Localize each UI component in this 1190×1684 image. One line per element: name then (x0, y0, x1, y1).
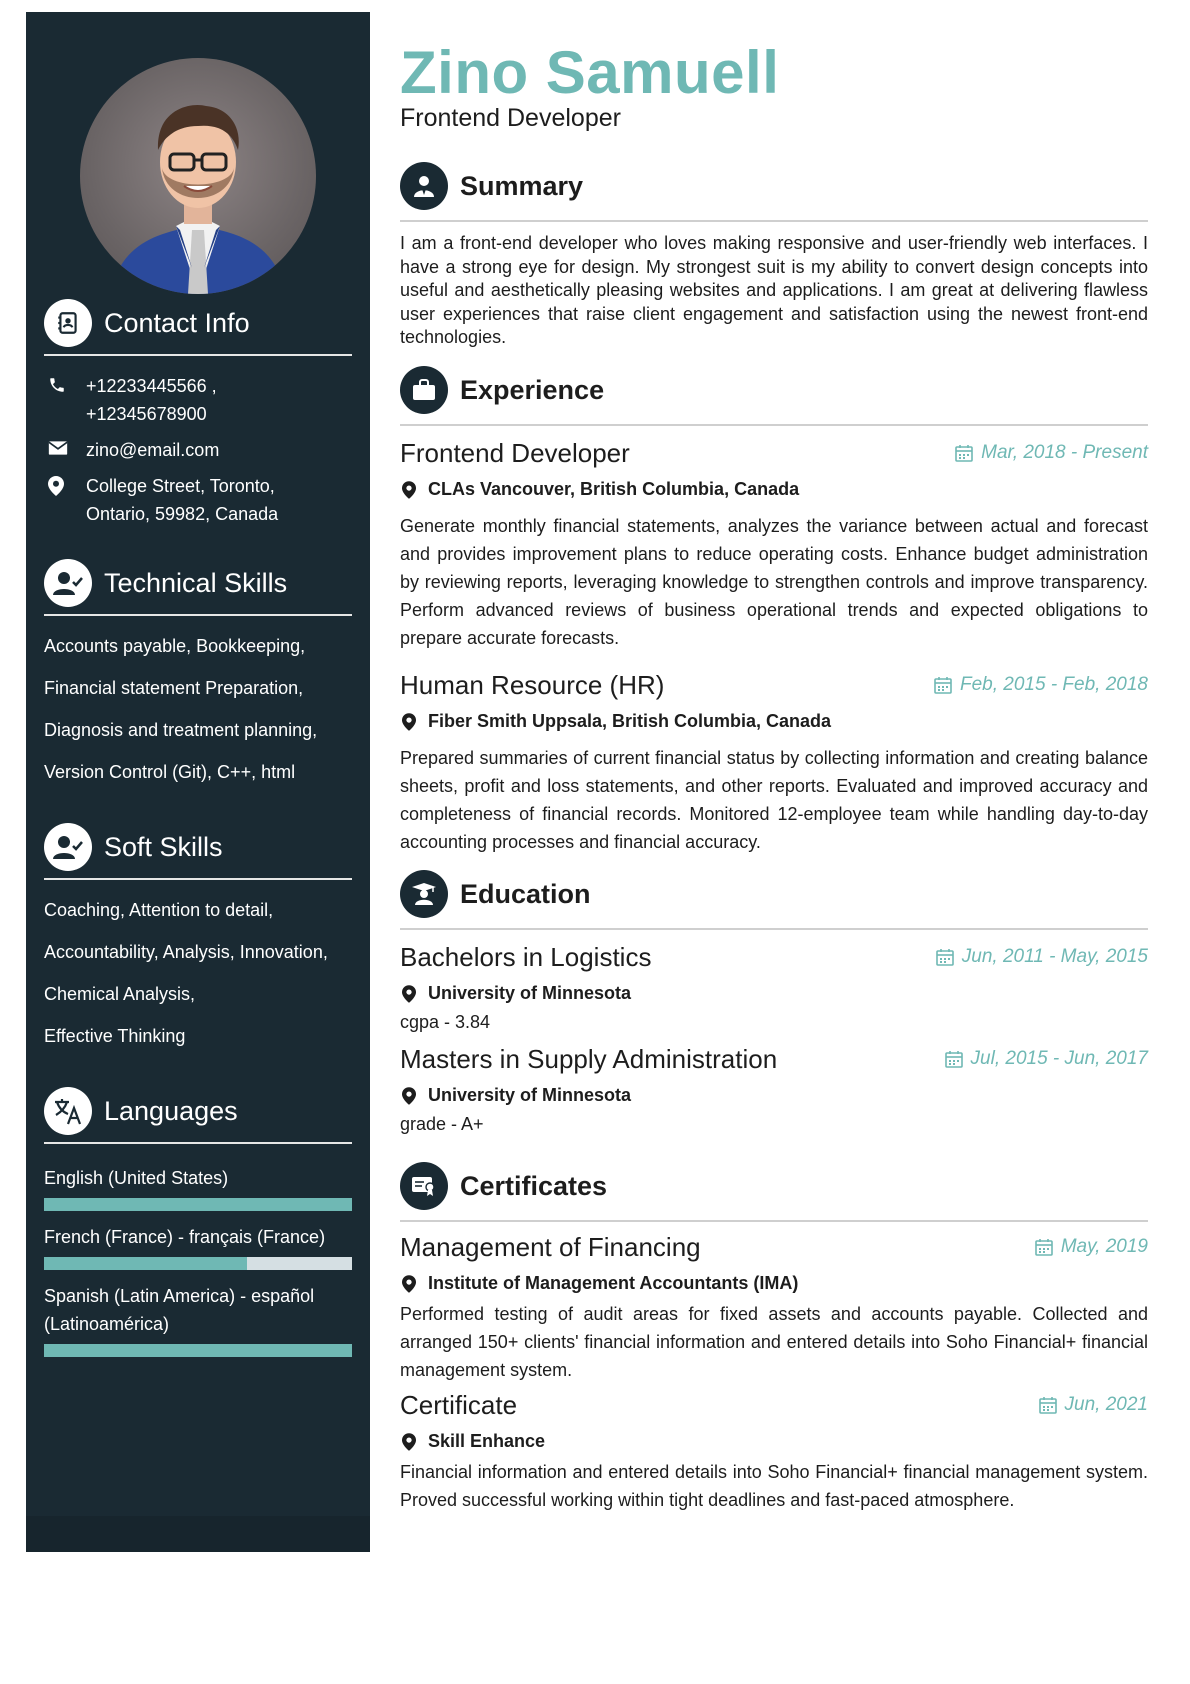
certificate-entry (400, 1390, 1148, 1514)
job-description: Prepared summaries of current financial status by collecting information and creating balance sheets, profit and loss statements, and other reports. Evaluated and improved accuracy and completeness of financial records. Monitored 12-employee team while handling day-to-day accounting processes and financial accuracy. (400, 748, 1148, 852)
certificate-title: Management of Financing (400, 1232, 701, 1262)
degree-date (945, 1044, 1148, 1070)
summary-text: I am a front-end developer who loves making responsive and user-friendly web interfaces. I have a strong eye for design. My strongest suit is my ability to convert design concepts into useful and aesthetically pleasing websites and applications. I am great at delivering flawless user experiences that raise client engagement and satisfaction using the newest front-end technologies. (400, 233, 1148, 347)
job-date (934, 670, 1148, 696)
graduate-icon (400, 870, 448, 918)
language-name: French (France) - français (France) (44, 1227, 326, 1247)
certificates-section (400, 1162, 1148, 1222)
soft-skills-section (44, 822, 352, 1048)
section-divider (44, 614, 352, 616)
envelope-icon (44, 436, 86, 456)
technical-skill-item: Diagnosis and treatment planning, (44, 720, 318, 740)
section-divider (44, 1142, 352, 1144)
degree-institution (400, 1085, 1148, 1106)
language-level-fill (44, 1257, 247, 1270)
job-organization-text: CLAs Vancouver, British Columbia, Canada (428, 479, 800, 499)
calendar-icon (1035, 1238, 1053, 1256)
experience-entry (400, 670, 1148, 856)
user-check-icon (44, 559, 92, 607)
education-section (400, 870, 1148, 930)
degree-institution-text: University of Minnesota (428, 1085, 632, 1105)
email-link[interactable]: zino@email.com (86, 440, 220, 460)
certificate-entry (400, 1232, 1148, 1384)
phone-icon (44, 372, 86, 394)
location-pin-icon (402, 985, 416, 1003)
soft-skill-item: Coaching, Attention to detail, (44, 900, 274, 920)
job-organization (400, 479, 1148, 500)
language-item (44, 1164, 352, 1211)
certificate-title: Certificate (400, 1390, 518, 1420)
section-divider (400, 1220, 1148, 1222)
soft-skills-title: Soft Skills (104, 831, 223, 862)
language-item (44, 1223, 352, 1270)
degree-title: Bachelors in Logistics (400, 942, 652, 972)
language-level-bar (44, 1198, 352, 1211)
location-pin-icon (402, 1433, 416, 1451)
location-pin-icon (402, 481, 416, 499)
language-name: English (United States) (44, 1168, 229, 1188)
technical-skills-section (44, 558, 352, 784)
user-check-icon (44, 823, 92, 871)
certificate-description: Financial information and entered details into Soho Financial+ financial management system. Proved successful working within tight deadlines and fast-paced atmosphere. (400, 1462, 1148, 1510)
language-item (44, 1282, 352, 1357)
profile-photo (80, 58, 316, 294)
certificate-issuer (400, 1431, 1148, 1452)
job-organization-text: Fiber Smith Uppsala, British Columbia, Canada (428, 711, 832, 731)
experience-section (400, 366, 1148, 426)
phone-secondary[interactable]: +12345678900 (86, 404, 207, 424)
job-date-text: Mar, 2018 - Present (981, 442, 1148, 463)
section-divider (400, 928, 1148, 930)
technical-skill-item: Version Control (Git), C++, html (44, 762, 296, 782)
job-title: Human Resource (HR) (400, 670, 665, 700)
languages-title: Languages (104, 1095, 238, 1126)
language-name-cont: (Latinoamérica) (44, 1314, 170, 1334)
education-entry (400, 942, 1148, 1033)
education-title: Education (460, 878, 591, 909)
degree-title: Masters in Supply Administration (400, 1044, 778, 1074)
degree-institution (400, 983, 1148, 1004)
technical-skill-item: Financial statement Preparation, (44, 678, 304, 698)
address-line-1: College Street, Toronto, (86, 476, 275, 496)
degree-grade: cgpa - 3.84 (400, 1012, 491, 1032)
job-date (955, 438, 1148, 464)
degree-grade: grade - A+ (400, 1114, 484, 1134)
contact-email (44, 436, 352, 464)
certificate-description: Performed testing of audit areas for fixed assets and accounts payable. Collected and arranged 150+ clients' financial information and entered details into Soho Financial+ financial management system. (400, 1304, 1148, 1380)
location-pin-icon (402, 713, 416, 731)
technical-skill-item: Accounts payable, Bookkeeping, (44, 636, 306, 656)
calendar-icon (934, 676, 952, 694)
certificate-date (1039, 1390, 1148, 1416)
job-date-text: Feb, 2015 - Feb, 2018 (959, 674, 1148, 695)
certificate-date (1035, 1232, 1148, 1258)
soft-skill-item: Chemical Analysis, (44, 984, 196, 1004)
translate-icon (44, 1087, 92, 1135)
section-divider (44, 878, 352, 880)
certificates-title: Certificates (460, 1170, 608, 1201)
contact-address (44, 472, 352, 528)
language-level-bar (44, 1257, 352, 1270)
section-divider (400, 220, 1148, 222)
location-pin-icon (44, 472, 86, 496)
phone-primary[interactable]: +12233445566 , (86, 376, 217, 396)
address-line-2: Ontario, 59982, Canada (86, 504, 279, 524)
user-icon (400, 162, 448, 210)
degree-date (936, 942, 1148, 968)
certificate-issuer (400, 1273, 1148, 1294)
contact-info-title: Contact Info (104, 307, 250, 338)
section-divider (44, 354, 352, 356)
candidate-role: Frontend Developer (400, 104, 621, 132)
calendar-icon (936, 948, 954, 966)
soft-skill-item: Effective Thinking (44, 1026, 186, 1046)
job-title: Frontend Developer (400, 438, 630, 468)
degree-institution-text: University of Minnesota (428, 983, 632, 1003)
language-level-bar (44, 1344, 352, 1357)
sidebar-footer (26, 1516, 370, 1552)
certificate-icon (400, 1162, 448, 1210)
language-level-fill (44, 1344, 352, 1357)
contact-phone (44, 372, 352, 428)
language-name: Spanish (Latin America) - español (44, 1286, 315, 1306)
contact-info-section (44, 298, 352, 528)
section-divider (400, 424, 1148, 426)
calendar-icon (945, 1050, 963, 1068)
language-level-fill (44, 1198, 352, 1211)
job-description: Generate monthly financial statements, analyzes the variance between actual and forecast and provides improvement plans to reduce operating costs. Enhance budget administration by reviewing reports, leveraging knowledge to strengthen controls and improve transparency. Perform advanced reviews of business operational trends and expected obligations to prepare accurate forecasts. (400, 516, 1148, 648)
certificate-date-text: Jun, 2021 (1064, 1394, 1148, 1415)
experience-title: Experience (460, 374, 605, 405)
address-book-icon (44, 299, 92, 347)
languages-section (44, 1086, 352, 1369)
certificate-date-text: May, 2019 (1060, 1236, 1148, 1257)
profile-photo-illustration (80, 58, 316, 294)
certificate-issuer-text: Skill Enhance (428, 1431, 546, 1451)
summary-section (400, 162, 1148, 350)
certificate-issuer-text: Institute of Management Accountants (IMA) (428, 1273, 799, 1293)
summary-title: Summary (460, 170, 584, 201)
technical-skills-title: Technical Skills (104, 567, 288, 598)
candidate-name: Zino Samuell (400, 39, 780, 106)
sidebar (26, 12, 370, 1552)
degree-date-text: Jun, 2011 - May, 2015 (961, 946, 1148, 967)
briefcase-icon (400, 366, 448, 414)
location-pin-icon (402, 1275, 416, 1293)
job-organization (400, 711, 1148, 732)
education-entry (400, 1044, 1148, 1135)
degree-date-text: Jul, 2015 - Jun, 2017 (970, 1048, 1148, 1069)
calendar-icon (1039, 1396, 1057, 1414)
soft-skill-item: Accountability, Analysis, Innovation, (44, 942, 328, 962)
calendar-icon (955, 444, 973, 462)
location-pin-icon (402, 1087, 416, 1105)
experience-entry (400, 438, 1148, 652)
